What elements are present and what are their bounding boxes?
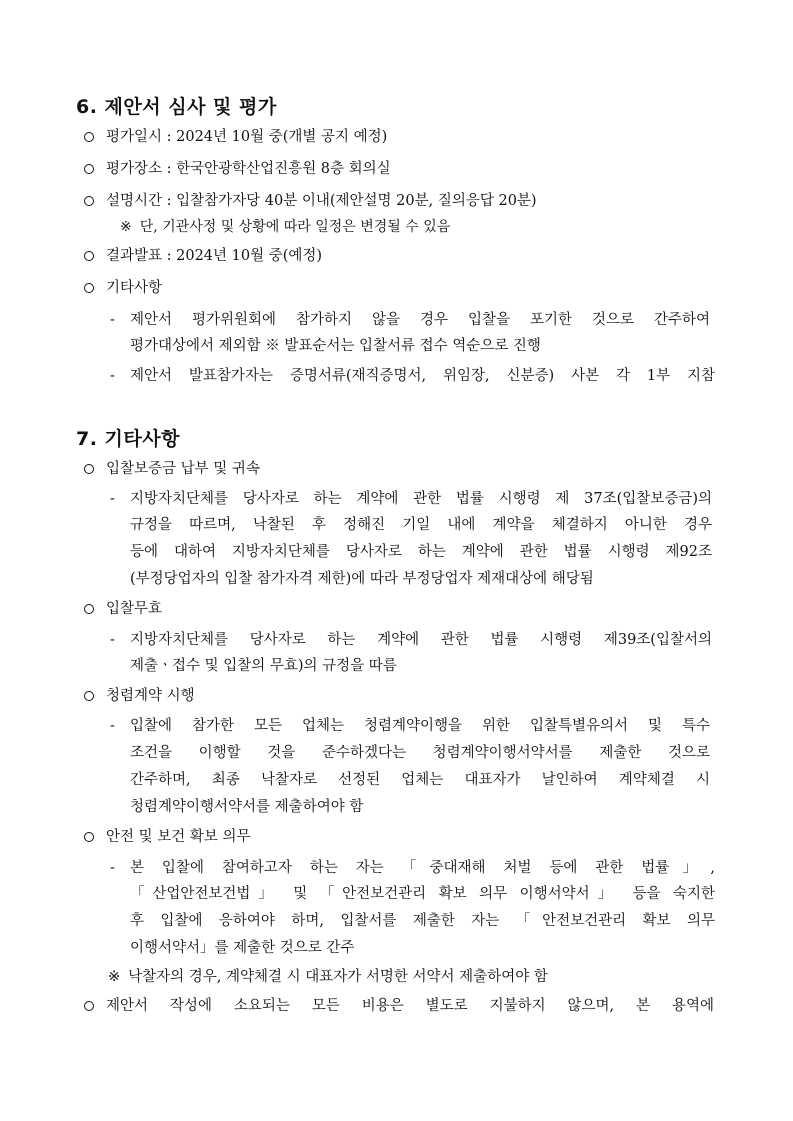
list-item-text: 평가장소 : 한국안광학산업진흥원 8층 회의실 (106, 161, 391, 177)
dash-item-continuation: (부정당업자의 입찰 참가자격 제한)에 따라 부정당업자 제재대상에 해당됨 (130, 571, 594, 587)
note-text: 단, 기관사정 및 상황에 따라 일정은 변경될 수 있음 (139, 219, 451, 235)
list-item-text: 안전 및 보건 확보 의무 (106, 829, 251, 845)
safety-note (108, 967, 548, 987)
circle-bullet-icon (84, 464, 94, 474)
dash-icon: - (110, 491, 115, 507)
dash-icon: - (110, 718, 115, 734)
dash-item-text: 지방자치단체를 당사자로 하는 계약에 관한 법률 시행령 제 37조(입찰보증금)의 (130, 491, 712, 507)
dash-item-continuation (130, 515, 712, 535)
dash-item (110, 858, 715, 878)
dash-icon: - (110, 632, 115, 648)
circle-bullet-icon (84, 132, 94, 142)
schedule-note (120, 217, 450, 237)
list-item-text: 제안서 작성에 소요되는 모든 비용은 별도로 지불하지 않으며, 본 용역에 (106, 998, 714, 1014)
circle-bullet-icon (84, 283, 94, 293)
circle-bullet-icon (84, 164, 94, 174)
dash-item (110, 630, 712, 650)
circle-bullet-icon (84, 251, 94, 261)
continuation-text: 규정을 따르며, 낙찰된 후 정해진 기일 내에 계약을 체결하지 아니한 경우 (130, 517, 712, 533)
continuation-text: 「산업안전보건법」 및 「안전보건관리 확보 의무 이행서약서」 등을 숙지한 (130, 886, 715, 902)
dash-item-continuation: 평가대상에서 제외함 ※ 발표순서는 입찰서류 접수 역순으로 진행 (130, 338, 541, 354)
list-item-safety (84, 827, 251, 847)
circle-bullet-icon (84, 604, 94, 614)
continuation-text: 조건을 이행할 것을 준수하겠다는 청렴계약이행서약서를 제출한 것으로 (130, 745, 710, 761)
list-item-text: 평가일시 : 2024년 10월 중(개별 공지 예정) (106, 129, 388, 145)
dash-icon: - (110, 860, 115, 876)
list-item-cost (84, 996, 714, 1016)
dash-item (110, 716, 710, 736)
dash-item-text: 제안서 평가위원회에 참가하지 않을 경우 입찰을 포기한 것으로 간주하여 (130, 312, 710, 328)
continuation-text: 간주하며, 최종 낙찰자로 선정된 업체는 대표자가 날인하여 계약체결 시 (130, 772, 710, 788)
dash-item-continuation (130, 770, 710, 790)
section-7-title: 7. 기타사항 (76, 428, 180, 450)
list-item-integrity (84, 686, 195, 706)
dash-item-continuation (130, 743, 710, 763)
list-item-text: 결과발표 : 2024년 10월 중(예정) (106, 248, 323, 264)
dash-icon: - (110, 312, 115, 328)
dash-item-text: 본 입찰에 참여하고자 하는 자는 「중대재해 처벌 등에 관한 법률」, (130, 860, 715, 876)
dash-item-continuation: 제출ㆍ접수 및 입찰의 무효)의 규정을 따름 (130, 658, 397, 674)
list-item-text: 청렴계약 시행 (106, 688, 195, 704)
note-mark-icon: ※ (108, 969, 121, 985)
list-item-invalid (84, 599, 162, 619)
list-item-text: 입찰무효 (106, 601, 163, 617)
dash-item-continuation: 청렴계약이행서약서를 제출하여야 함 (130, 799, 364, 815)
list-item-eval-place (84, 159, 391, 179)
dash-item (110, 310, 710, 330)
list-item-etc (84, 278, 162, 298)
list-item-deposit (84, 459, 260, 479)
dash-item-continuation (130, 542, 712, 562)
list-item-eval-date (84, 127, 387, 147)
note-text: 낙찰자의 경우, 계약체결 시 대표자가 서명한 서약서 제출하여야 함 (128, 969, 548, 985)
note-mark-icon: ※ (120, 219, 132, 235)
circle-bullet-icon (84, 691, 94, 701)
list-item-eval-time (84, 191, 537, 211)
dash-item (110, 366, 715, 386)
dash-item-text: 제안서 발표참가자는 증명서류(재직증명서, 위임장, 신분증) 사본 각 1부 지참 (130, 368, 715, 384)
dash-item-text: 지방자치단체를 당사자로 하는 계약에 관한 법률 시행령 제39조(입찰서의 (130, 632, 712, 648)
dash-icon: - (110, 368, 115, 384)
continuation-text: 등에 대하여 지방자치단체를 당사자로 하는 계약에 관한 법률 시행령 제92조 (130, 544, 712, 560)
section-6-title: 6. 제안서 심사 및 평가 (76, 96, 277, 118)
list-item-text: 설명시간 : 입찰참가자당 40분 이내(제안설명 20분, 질의응답 20분) (106, 193, 537, 209)
circle-bullet-icon (84, 196, 94, 206)
dash-item (110, 489, 712, 509)
dash-item-continuation (130, 911, 715, 931)
circle-bullet-icon (84, 1001, 94, 1011)
circle-bullet-icon (84, 832, 94, 842)
dash-item-continuation: 이행서약서」를 제출한 것으로 간주 (130, 940, 355, 956)
list-item-result (84, 246, 322, 266)
list-item-text: 입찰보증금 납부 및 귀속 (106, 461, 260, 477)
dash-item-text: 입찰에 참가한 모든 업체는 청렴계약이행을 위한 입찰특별유의서 및 특수 (130, 718, 710, 734)
dash-item-continuation (130, 884, 715, 904)
continuation-text: 후 입찰에 응하여야 하며, 입찰서를 제출한 자는 「안전보건관리 확보 의무 (130, 913, 715, 929)
list-item-text: 기타사항 (106, 280, 163, 296)
